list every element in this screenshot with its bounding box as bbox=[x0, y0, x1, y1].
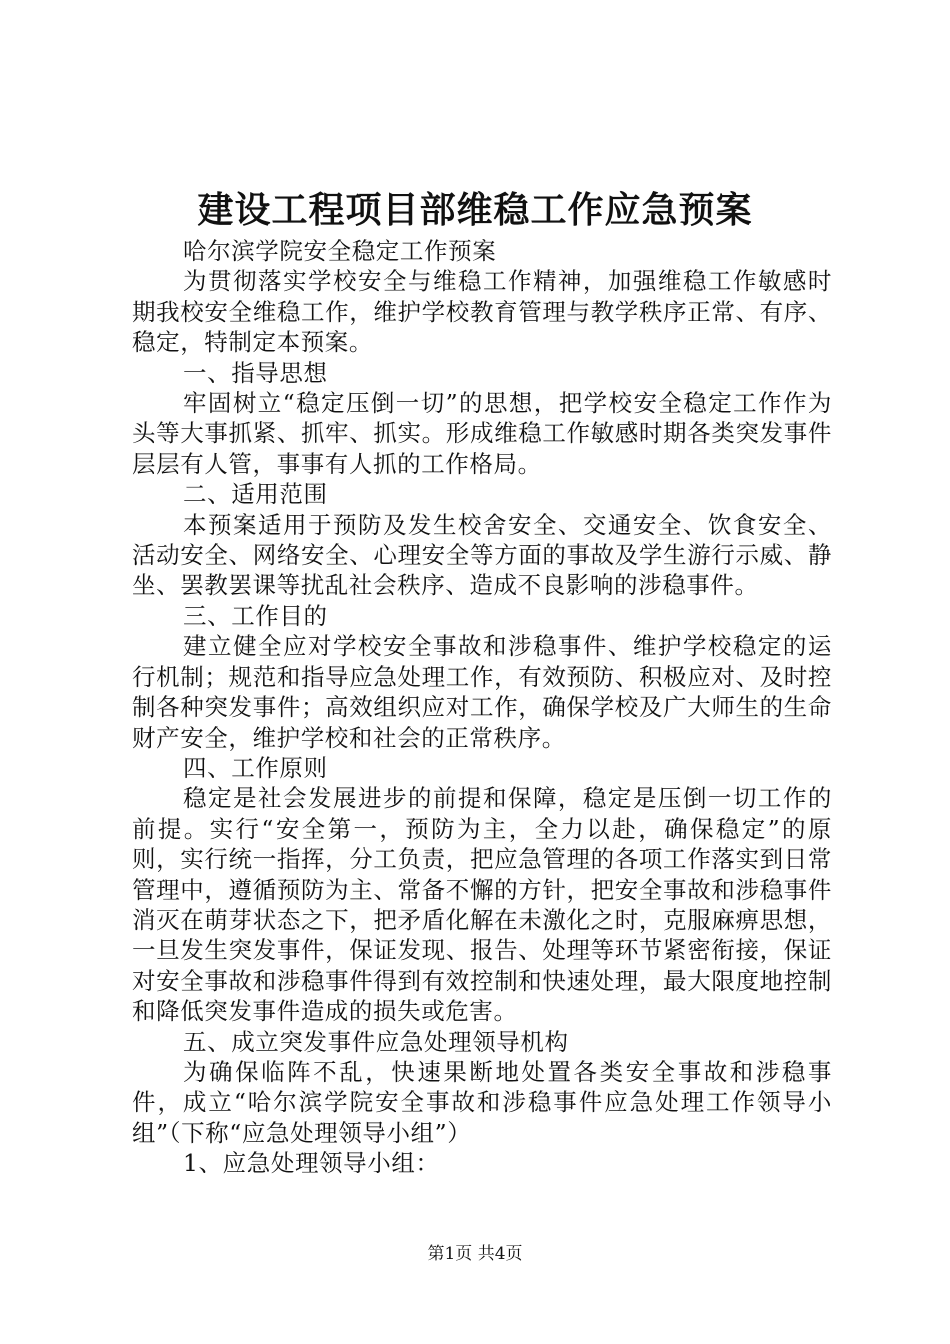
paragraph-principles: 稳定是社会发展进步的前提和保障，稳定是压倒一切工作的前提。实行“安全第一，预防为主，全力以赴，确保稳定”的原则，实行统一指挥，分工负责，把应急管理的各项工作落实到日常管理中，遵循预防为主、常备不懈的方针，把安全事故和涉稳事件消灭在萌芽状态之下，把矛盾化解在未激化之时，克服麻痹思想，一旦发生突发事件，保证发现、报告、处理等环节紧密衔接，保证对安全事故和涉稳事件得到有效控制和快速处理，最大限度地控制和降低突发事件造成的损失或危害。 bbox=[132, 784, 832, 1026]
paragraph-intro: 为贯彻落实学校安全与维稳工作精神，加强维稳工作敏感时期我校安全维稳工作，维护学校教育管理与教学秩序正常、有序、稳定，特制定本预案。 bbox=[132, 267, 832, 357]
paragraph-purpose: 建立健全应对学校安全事故和涉稳事件、维护学校稳定的运行机制；规范和指导应急处理工作，有效预防、积极应对、及时控制各种突发事件；高效组织应对工作，确保学校及广大师生的生命财产安全，维护学校和社会的正常秩序。 bbox=[132, 632, 832, 752]
section-heading-5: 五、成立突发事件应急处理领导机构 bbox=[183, 1027, 569, 1056]
paragraph-scope: 本预案适用于预防及发生校舍安全、交通安全、饮食安全、活动安全、网络安全、心理安全等方面的事故及学生游行示威、静坐、罢教罢课等扰乱社会秩序、造成不良影响的涉稳事件。 bbox=[132, 510, 832, 600]
list-item-leadership-group: 1、应急处理领导小组： bbox=[183, 1149, 440, 1178]
paragraph-subtitle: 哈尔滨学院安全稳定工作预案 bbox=[183, 237, 497, 265]
document-body bbox=[132, 236, 832, 1179]
section-heading-4: 四、工作原则 bbox=[183, 753, 328, 782]
paragraph-organization: 为确保临阵不乱，快速果断地处置各类安全事故和涉稳事件，成立“哈尔滨学院安全事故和涉稳事件应急处理工作领导小组”（下称“应急处理领导小组”） bbox=[132, 1057, 832, 1147]
paragraph-guiding-thought: 牢固树立“稳定压倒一切”的思想，把学校安全稳定工作作为头等大事抓紧、抓牢、抓实。形成维稳工作敏感时期各类突发事件层层有人管，事事有人抓的工作格局。 bbox=[132, 389, 832, 478]
section-heading-1: 一、指导思想 bbox=[183, 358, 328, 387]
section-heading-2: 二、适用范围 bbox=[183, 480, 328, 509]
page-number-footer: 第1页 共4页 bbox=[427, 1244, 523, 1264]
document-title: 建设工程项目部维稳工作应急预案 bbox=[197, 189, 753, 231]
section-heading-3: 三、工作目的 bbox=[183, 601, 328, 630]
